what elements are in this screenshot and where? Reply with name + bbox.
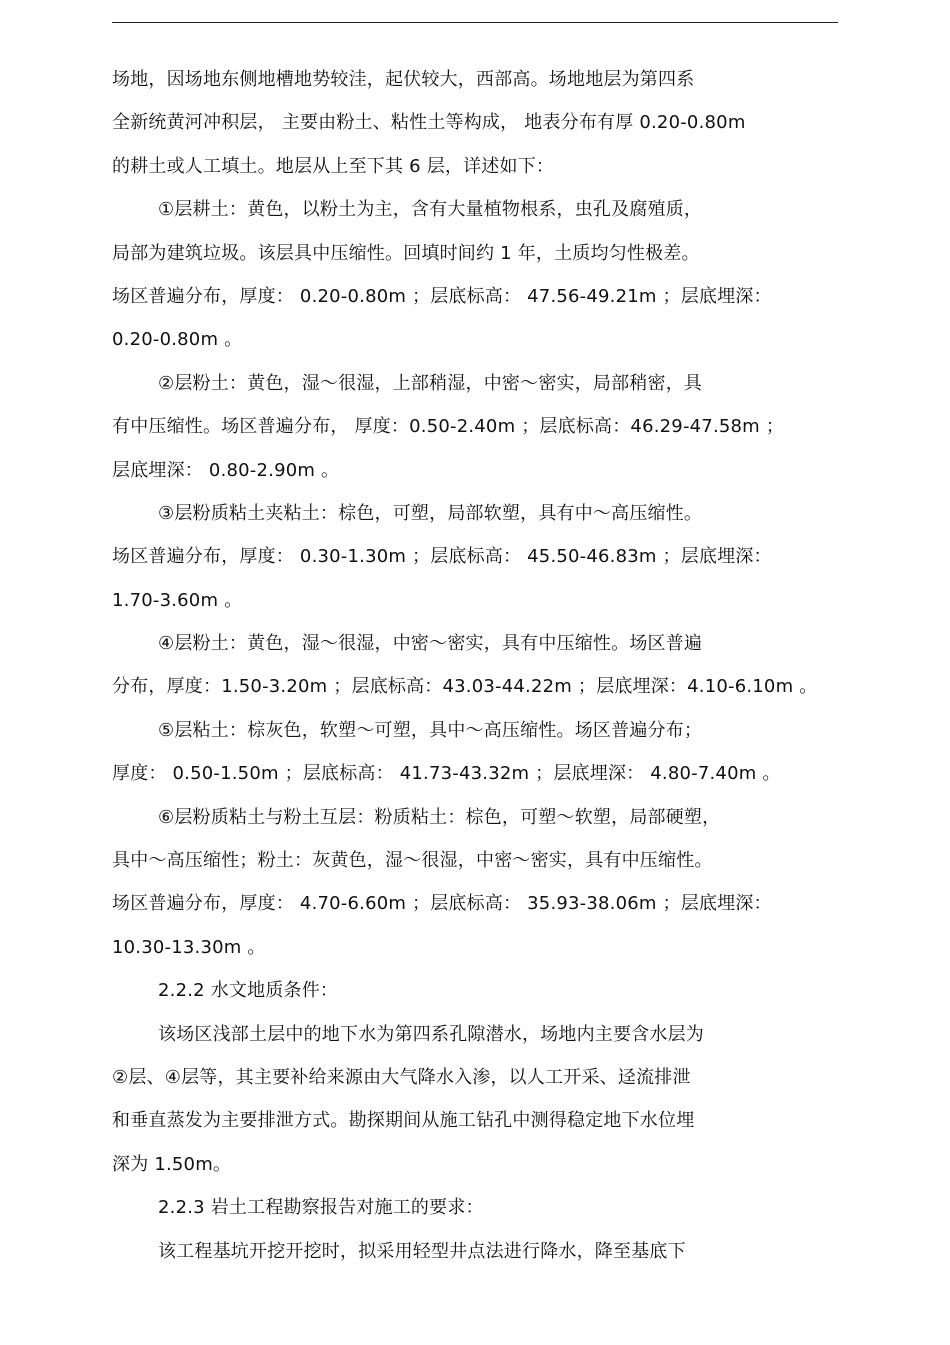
text-line: ⑥层粉质粘土与粉土互层：粉质粘土：棕色，可塑～软塑，局部硬塑， xyxy=(158,806,721,828)
text-line: 场地，因场地东侧地槽地势较洼，起伏较大，西部高。场地地层为第四系 xyxy=(112,69,695,90)
text-line: ①层耕土：黄色，以粉土为主，含有大量植物根系，虫孔及腐殖质， xyxy=(158,199,703,221)
text-line: ②层粉土：黄色，湿～很湿，上部稍湿，中密～密实，局部稍密，具 xyxy=(158,372,703,394)
text-line: 场区普遍分布，厚度： 0.30-1.30m ；层底标高： 45.50-46.83m ；层底埋深： xyxy=(112,546,772,568)
text-line: 0.20-0.80m 。 xyxy=(112,329,243,351)
text-line: 有中压缩性。场区普遍分布， 厚度：0.50-2.40m ；层底标高：46.29-47.58m ； xyxy=(112,416,785,438)
text-line: 具中～高压缩性；粉土：灰黄色，湿～很湿，中密～密实，具有中压缩性。 xyxy=(112,850,713,872)
text-line: 2.2.3 岩土工程勘察报告对施工的要求： xyxy=(158,1197,484,1219)
text-line: 该工程基坑开挖开挖时，拟采用轻型井点法进行降水，降至基底下 xyxy=(158,1240,686,1262)
text-line: ⑤层粘土：棕灰色，软塑～可塑，具中～高压缩性。场区普遍分布； xyxy=(158,719,703,741)
text-line: ③层粉质粘土夹粘土：棕色，可塑，局部软塑，具有中～高压缩性。 xyxy=(158,502,703,524)
header-rule xyxy=(112,22,838,23)
text-line: 该场区浅部土层中的地下水为第四系孔隙潜水，场地内主要含水层为 xyxy=(158,1023,704,1045)
text-line: 深为 1.50m。 xyxy=(112,1153,232,1175)
text-line: 局部为建筑垃圾。该层具中压缩性。回填时间约 1 年，土质均匀性极差。 xyxy=(112,242,700,264)
text-line: 2.2.2 水文地质条件： xyxy=(158,980,339,1002)
text-line: ②层、④层等，其主要补给来源由大气降水入渗，以人工开采、迳流排泄 xyxy=(112,1066,691,1088)
text-line: 10.30-13.30m 。 xyxy=(112,936,266,958)
text-line: 全新统黄河冲积层， 主要由粉土、粘性土等构成， 地表分布有厚 0.20-0.80m xyxy=(112,112,746,134)
text-line: 的耕土或人工填土。地层从上至下其 6 层，详述如下： xyxy=(112,155,555,177)
text-line: 1.70-3.60m 。 xyxy=(112,589,243,611)
text-line: 和垂直蒸发为主要排泄方式。勘探期间从施工钻孔中测得稳定地下水位埋 xyxy=(112,1110,695,1132)
text-line: ④层粉土：黄色，湿～很湿，中密～密实，具有中压缩性。场区普遍 xyxy=(158,633,703,655)
text-line: 场区普遍分布，厚度： 4.70-6.60m ；层底标高： 35.93-38.06m ；层底埋深： xyxy=(112,893,772,915)
document-body xyxy=(112,61,842,1276)
text-line: 层底埋深： 0.80-2.90m 。 xyxy=(112,459,340,481)
text-line: 场区普遍分布，厚度： 0.20-0.80m ；层底标高： 47.56-49.21m ；层底埋深： xyxy=(112,285,772,307)
text-line: 分布，厚度：1.50-3.20m ；层底标高：43.03-44.22m ；层底埋深：4.10-6.10m 。 xyxy=(112,676,818,698)
text-line: 厚度： 0.50-1.50m ；层底标高： 41.73-43.32m ；层底埋深： 4.80-7.40m 。 xyxy=(112,763,781,785)
